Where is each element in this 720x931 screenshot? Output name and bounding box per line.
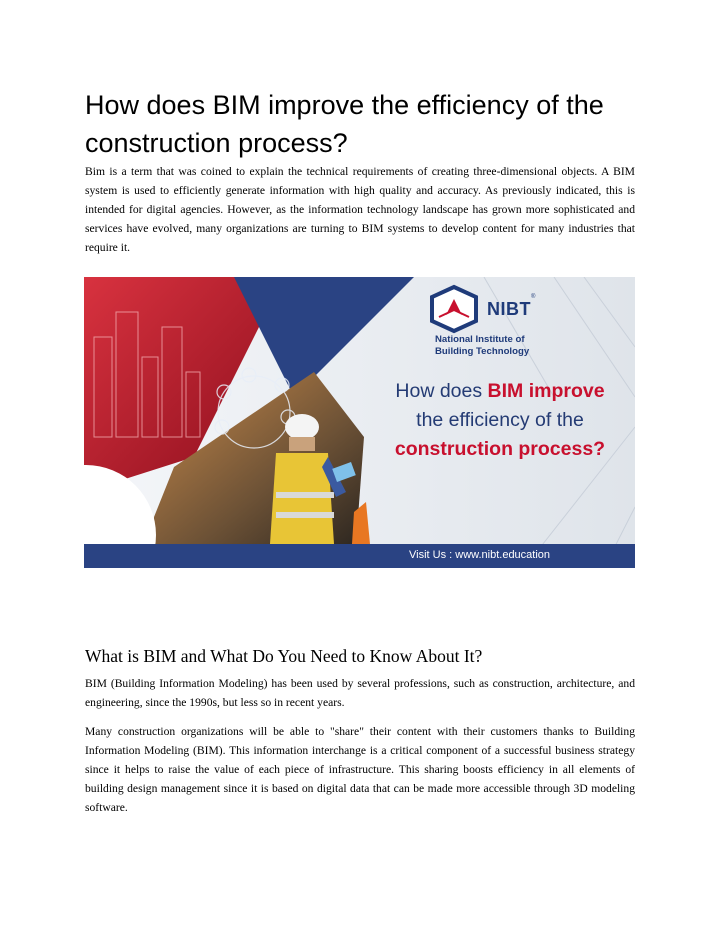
bim-history-paragraph: BIM (Building Information Modeling) has been used by several professions, such as construction, architecture, and engineering, since the 1990s, but less so in recent years. [85,677,635,709]
headline-part-2: BIM improve [487,380,605,402]
banner-image [84,277,635,568]
page-title: How does BIM improve the efficiency of the construction process? [85,90,604,158]
logo-registered-mark: ® [531,294,536,300]
headline-part-1: How does [395,380,488,402]
bim-sharing-paragraph: Many construction organizations will be able to "share" their content with their customers thanks to Building Information Modeling (BIM). This information interchange is a critical component of a successful business strategy since it helps to raise the value of each piece of infrastructure. This sharing boosts efficiency in all elements of building design management since it is based on digital data that can be made more accessible through 3D modeling software. [85,725,635,814]
logo-subtitle-line-1: National Institute of [435,334,525,345]
logo-subtitle [435,334,605,358]
logo-name: NIBT [487,299,531,319]
banner-headline [350,377,635,464]
intro-paragraph: Bim is a term that was coined to explain the technical requirements of creating three-dimensional objects. A BIM system is used to efficiently generate information with high quality and accuracy. As previously indicated, this is intended for digital agencies. However, as the information technology landscape has grown more sophisticated and services have evolved, many organizations are turning to BIM systems to develop content for many industries that require it. [85,165,635,254]
section-heading: What is BIM and What Do You Need to Know About It? [85,646,483,666]
headline-line-2: the efficiency of the [416,409,584,431]
nibt-logo-emblem [432,287,476,331]
visit-bar [84,544,635,568]
visit-url-text: Visit Us : www.nibt.education [409,549,551,561]
logo-subtitle-line-2: Building Technology [435,346,530,357]
headline-line-3: construction process? [394,438,606,460]
